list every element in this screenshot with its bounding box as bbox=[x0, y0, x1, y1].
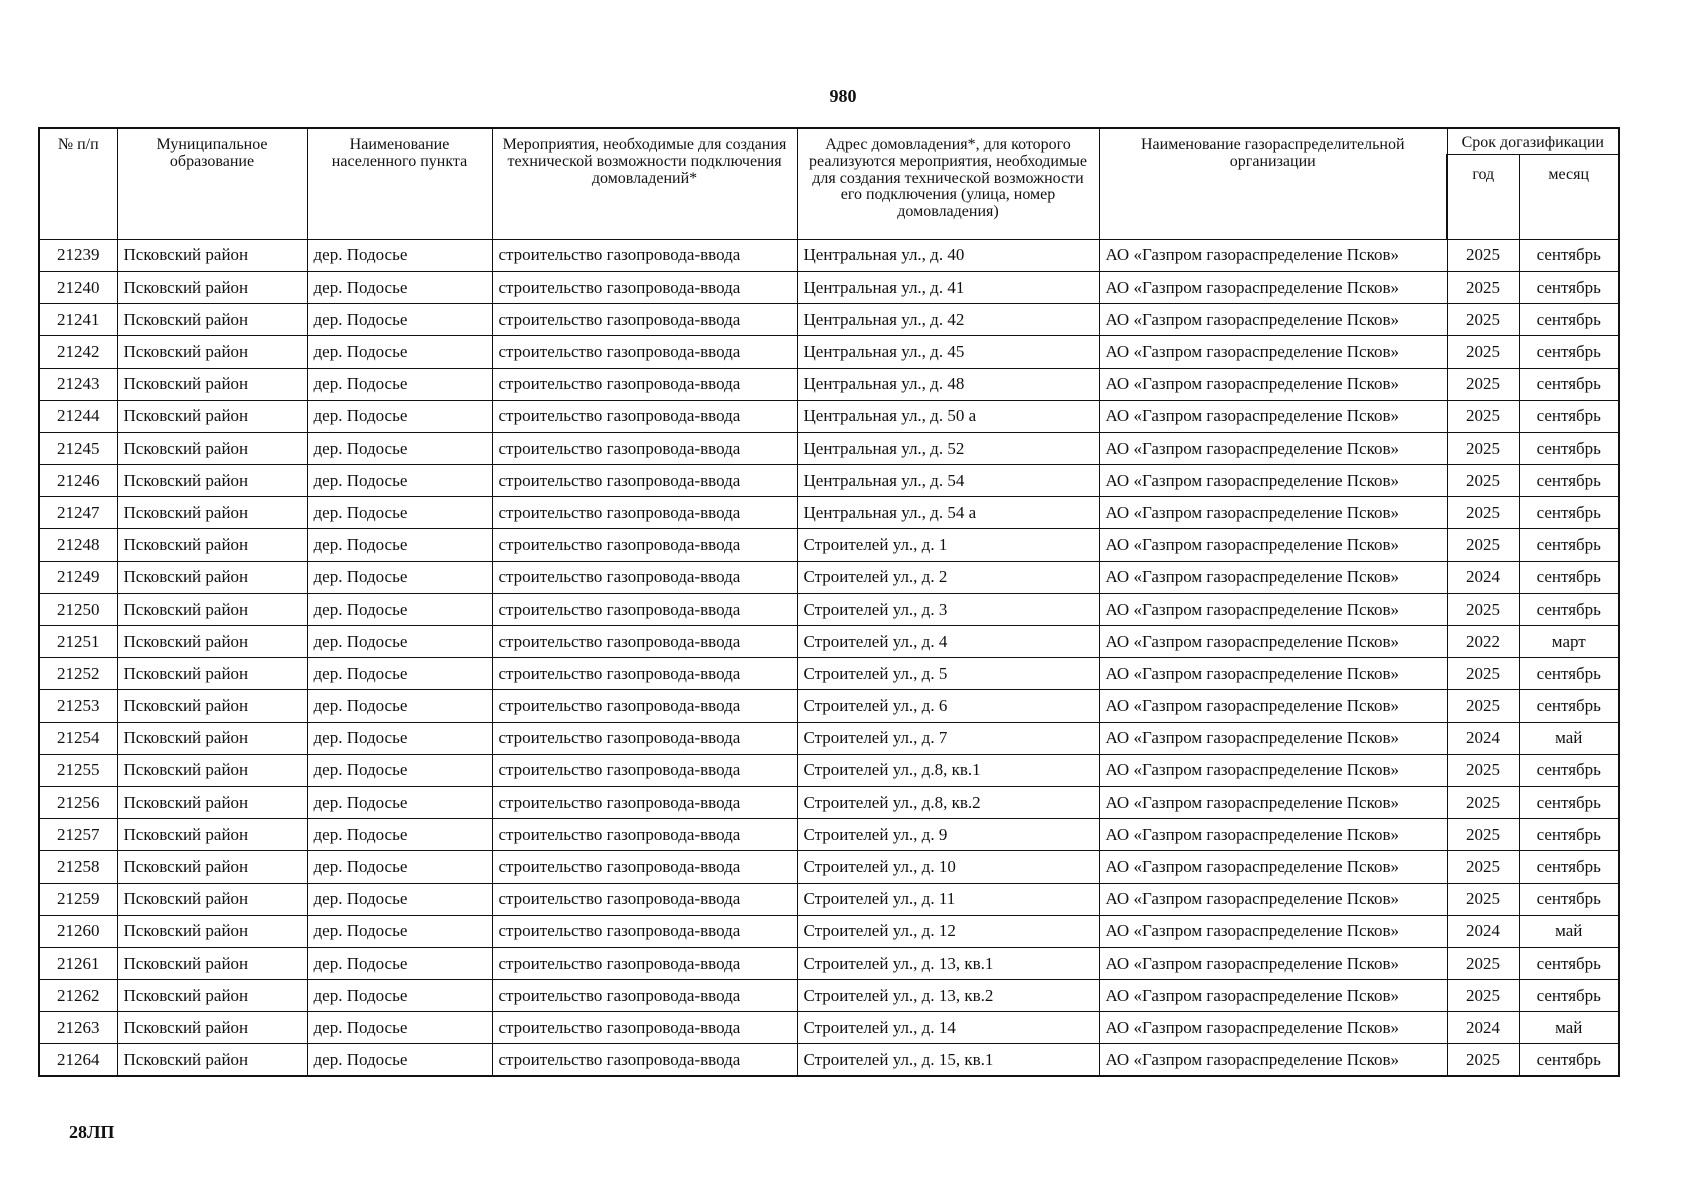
cell-organization: АО «Газпром газораспределение Псков» bbox=[1099, 368, 1447, 400]
cell-address: Центральная ул., д. 52 bbox=[797, 432, 1099, 464]
cell-organization: АО «Газпром газораспределение Псков» bbox=[1099, 304, 1447, 336]
cell-organization: АО «Газпром газораспределение Псков» bbox=[1099, 529, 1447, 561]
header-address: Адрес домовладения*, для которого реализуются мероприятия, необходимые для создания технической возможности его подключения (улица, номер домовладения) bbox=[797, 128, 1099, 239]
cell-month: сентябрь bbox=[1519, 690, 1619, 722]
cell-settlement: дер. Подосье bbox=[307, 754, 492, 786]
cell-year: 2025 bbox=[1447, 368, 1519, 400]
cell-year: 2025 bbox=[1447, 819, 1519, 851]
cell-num: 21259 bbox=[39, 883, 117, 915]
cell-num: 21240 bbox=[39, 271, 117, 303]
cell-address: Строителей ул., д. 1 bbox=[797, 529, 1099, 561]
cell-num: 21242 bbox=[39, 336, 117, 368]
cell-address: Строителей ул., д. 5 bbox=[797, 658, 1099, 690]
cell-address: Строителей ул., д. 14 bbox=[797, 1012, 1099, 1044]
cell-municipality: Псковский район bbox=[117, 497, 307, 529]
cell-month: сентябрь bbox=[1519, 239, 1619, 271]
cell-address: Центральная ул., д. 48 bbox=[797, 368, 1099, 400]
cell-measures: строительство газопровода-ввода bbox=[492, 529, 797, 561]
header-deadline: Срок догазификации bbox=[1447, 128, 1619, 154]
cell-organization: АО «Газпром газораспределение Псков» bbox=[1099, 239, 1447, 271]
cell-municipality: Псковский район bbox=[117, 593, 307, 625]
cell-organization: АО «Газпром газораспределение Псков» bbox=[1099, 851, 1447, 883]
cell-year: 2025 bbox=[1447, 980, 1519, 1012]
cell-settlement: дер. Подосье bbox=[307, 690, 492, 722]
cell-measures: строительство газопровода-ввода bbox=[492, 239, 797, 271]
cell-settlement: дер. Подосье bbox=[307, 561, 492, 593]
cell-municipality: Псковский район bbox=[117, 336, 307, 368]
cell-measures: строительство газопровода-ввода bbox=[492, 851, 797, 883]
cell-organization: АО «Газпром газораспределение Псков» bbox=[1099, 497, 1447, 529]
cell-month: сентябрь bbox=[1519, 1044, 1619, 1076]
cell-organization: АО «Газпром газораспределение Псков» bbox=[1099, 561, 1447, 593]
cell-municipality: Псковский район bbox=[117, 947, 307, 979]
cell-month: сентябрь bbox=[1519, 529, 1619, 561]
cell-municipality: Псковский район bbox=[117, 400, 307, 432]
cell-measures: строительство газопровода-ввода bbox=[492, 915, 797, 947]
cell-month: март bbox=[1519, 626, 1619, 658]
cell-year: 2025 bbox=[1447, 786, 1519, 818]
cell-year: 2025 bbox=[1447, 529, 1519, 561]
cell-municipality: Псковский район bbox=[117, 626, 307, 658]
cell-measures: строительство газопровода-ввода bbox=[492, 593, 797, 625]
table-row bbox=[39, 497, 1619, 529]
cell-municipality: Псковский район bbox=[117, 239, 307, 271]
cell-address: Строителей ул., д. 13, кв.2 bbox=[797, 980, 1099, 1012]
cell-year: 2025 bbox=[1447, 1044, 1519, 1076]
cell-num: 21249 bbox=[39, 561, 117, 593]
cell-num: 21263 bbox=[39, 1012, 117, 1044]
cell-municipality: Псковский район bbox=[117, 722, 307, 754]
cell-month: сентябрь bbox=[1519, 947, 1619, 979]
header-month: месяц bbox=[1519, 154, 1619, 239]
cell-address: Строителей ул., д.8, кв.1 bbox=[797, 754, 1099, 786]
cell-address: Строителей ул., д. 12 bbox=[797, 915, 1099, 947]
cell-settlement: дер. Подосье bbox=[307, 400, 492, 432]
cell-year: 2025 bbox=[1447, 658, 1519, 690]
cell-settlement: дер. Подосье bbox=[307, 304, 492, 336]
table-row bbox=[39, 304, 1619, 336]
cell-month: сентябрь bbox=[1519, 658, 1619, 690]
cell-settlement: дер. Подосье bbox=[307, 658, 492, 690]
cell-year: 2025 bbox=[1447, 271, 1519, 303]
cell-num: 21256 bbox=[39, 786, 117, 818]
cell-address: Центральная ул., д. 41 bbox=[797, 271, 1099, 303]
cell-year: 2024 bbox=[1447, 561, 1519, 593]
cell-address: Строителей ул., д. 13, кв.1 bbox=[797, 947, 1099, 979]
cell-settlement: дер. Подосье bbox=[307, 626, 492, 658]
cell-year: 2025 bbox=[1447, 400, 1519, 432]
cell-measures: строительство газопровода-ввода bbox=[492, 883, 797, 915]
cell-settlement: дер. Подосье bbox=[307, 851, 492, 883]
cell-settlement: дер. Подосье bbox=[307, 529, 492, 561]
table-row bbox=[39, 722, 1619, 754]
cell-organization: АО «Газпром газораспределение Псков» bbox=[1099, 754, 1447, 786]
cell-settlement: дер. Подосье bbox=[307, 497, 492, 529]
cell-year: 2025 bbox=[1447, 336, 1519, 368]
cell-num: 21261 bbox=[39, 947, 117, 979]
cell-year: 2024 bbox=[1447, 1012, 1519, 1044]
cell-measures: строительство газопровода-ввода bbox=[492, 786, 797, 818]
table-row bbox=[39, 432, 1619, 464]
cell-organization: АО «Газпром газораспределение Псков» bbox=[1099, 271, 1447, 303]
cell-settlement: дер. Подосье bbox=[307, 947, 492, 979]
cell-year: 2025 bbox=[1447, 465, 1519, 497]
cell-year: 2025 bbox=[1447, 497, 1519, 529]
cell-measures: строительство газопровода-ввода bbox=[492, 368, 797, 400]
cell-municipality: Псковский район bbox=[117, 819, 307, 851]
table-row bbox=[39, 980, 1619, 1012]
table-row bbox=[39, 690, 1619, 722]
cell-measures: строительство газопровода-ввода bbox=[492, 465, 797, 497]
table-row bbox=[39, 368, 1619, 400]
cell-measures: строительство газопровода-ввода bbox=[492, 947, 797, 979]
cell-month: сентябрь bbox=[1519, 593, 1619, 625]
cell-measures: строительство газопровода-ввода bbox=[492, 754, 797, 786]
cell-year: 2025 bbox=[1447, 883, 1519, 915]
table-row bbox=[39, 1012, 1619, 1044]
cell-measures: строительство газопровода-ввода bbox=[492, 432, 797, 464]
cell-num: 21260 bbox=[39, 915, 117, 947]
cell-month: сентябрь bbox=[1519, 883, 1619, 915]
cell-month: сентябрь bbox=[1519, 786, 1619, 818]
cell-settlement: дер. Подосье bbox=[307, 368, 492, 400]
table-row bbox=[39, 851, 1619, 883]
cell-month: сентябрь bbox=[1519, 851, 1619, 883]
cell-settlement: дер. Подосье bbox=[307, 432, 492, 464]
cell-month: май bbox=[1519, 1012, 1619, 1044]
cell-measures: строительство газопровода-ввода bbox=[492, 690, 797, 722]
cell-year: 2022 bbox=[1447, 626, 1519, 658]
cell-address: Строителей ул., д. 7 bbox=[797, 722, 1099, 754]
cell-municipality: Псковский район bbox=[117, 690, 307, 722]
header-settlement: Наименование населенного пункта bbox=[307, 128, 492, 239]
page-number: 980 bbox=[829, 86, 857, 106]
cell-num: 21245 bbox=[39, 432, 117, 464]
table-row bbox=[39, 883, 1619, 915]
cell-municipality: Псковский район bbox=[117, 304, 307, 336]
cell-month: сентябрь bbox=[1519, 561, 1619, 593]
cell-num: 21247 bbox=[39, 497, 117, 529]
cell-num: 21255 bbox=[39, 754, 117, 786]
cell-municipality: Псковский район bbox=[117, 271, 307, 303]
cell-measures: строительство газопровода-ввода bbox=[492, 561, 797, 593]
cell-month: сентябрь bbox=[1519, 400, 1619, 432]
cell-settlement: дер. Подосье bbox=[307, 722, 492, 754]
header-municipality: Муниципальное образование bbox=[117, 128, 307, 239]
cell-num: 21257 bbox=[39, 819, 117, 851]
cell-municipality: Псковский район bbox=[117, 915, 307, 947]
cell-settlement: дер. Подосье bbox=[307, 980, 492, 1012]
cell-settlement: дер. Подосье bbox=[307, 819, 492, 851]
table-row bbox=[39, 626, 1619, 658]
cell-organization: АО «Газпром газораспределение Псков» bbox=[1099, 400, 1447, 432]
cell-organization: АО «Газпром газораспределение Псков» bbox=[1099, 722, 1447, 754]
cell-num: 21250 bbox=[39, 593, 117, 625]
cell-address: Центральная ул., д. 54 bbox=[797, 465, 1099, 497]
cell-month: сентябрь bbox=[1519, 304, 1619, 336]
cell-settlement: дер. Подосье bbox=[307, 239, 492, 271]
cell-num: 21244 bbox=[39, 400, 117, 432]
cell-num: 21252 bbox=[39, 658, 117, 690]
cell-measures: строительство газопровода-ввода bbox=[492, 980, 797, 1012]
cell-settlement: дер. Подосье bbox=[307, 336, 492, 368]
cell-address: Строителей ул., д. 9 bbox=[797, 819, 1099, 851]
cell-address: Строителей ул., д. 15, кв.1 bbox=[797, 1044, 1099, 1076]
cell-month: сентябрь bbox=[1519, 465, 1619, 497]
cell-address: Строителей ул., д. 10 bbox=[797, 851, 1099, 883]
cell-municipality: Псковский район bbox=[117, 1044, 307, 1076]
cell-municipality: Псковский район bbox=[117, 980, 307, 1012]
cell-settlement: дер. Подосье bbox=[307, 465, 492, 497]
cell-year: 2024 bbox=[1447, 722, 1519, 754]
cell-month: май bbox=[1519, 722, 1619, 754]
cell-num: 21262 bbox=[39, 980, 117, 1012]
cell-num: 21251 bbox=[39, 626, 117, 658]
table-row bbox=[39, 465, 1619, 497]
cell-measures: строительство газопровода-ввода bbox=[492, 819, 797, 851]
cell-organization: АО «Газпром газораспределение Псков» bbox=[1099, 690, 1447, 722]
header-organization: Наименование газораспределительной организации bbox=[1099, 128, 1447, 239]
table-row bbox=[39, 1044, 1619, 1076]
cell-year: 2025 bbox=[1447, 593, 1519, 625]
cell-measures: строительство газопровода-ввода bbox=[492, 626, 797, 658]
cell-organization: АО «Газпром газораспределение Псков» bbox=[1099, 980, 1447, 1012]
cell-year: 2025 bbox=[1447, 432, 1519, 464]
cell-organization: АО «Газпром газораспределение Псков» bbox=[1099, 658, 1447, 690]
table-row bbox=[39, 529, 1619, 561]
cell-organization: АО «Газпром газораспределение Псков» bbox=[1099, 1012, 1447, 1044]
cell-address: Строителей ул., д. 2 bbox=[797, 561, 1099, 593]
header-row bbox=[39, 128, 1619, 154]
cell-num: 21264 bbox=[39, 1044, 117, 1076]
footer-code: 28ЛП bbox=[69, 1122, 115, 1142]
cell-organization: АО «Газпром газораспределение Псков» bbox=[1099, 1044, 1447, 1076]
cell-year: 2025 bbox=[1447, 851, 1519, 883]
cell-address: Строителей ул., д. 6 bbox=[797, 690, 1099, 722]
cell-month: сентябрь bbox=[1519, 497, 1619, 529]
table-row bbox=[39, 400, 1619, 432]
cell-address: Центральная ул., д. 45 bbox=[797, 336, 1099, 368]
cell-municipality: Псковский район bbox=[117, 465, 307, 497]
cell-organization: АО «Газпром газораспределение Псков» bbox=[1099, 626, 1447, 658]
cell-organization: АО «Газпром газораспределение Псков» bbox=[1099, 786, 1447, 818]
cell-organization: АО «Газпром газораспределение Псков» bbox=[1099, 465, 1447, 497]
cell-settlement: дер. Подосье bbox=[307, 883, 492, 915]
cell-municipality: Псковский район bbox=[117, 368, 307, 400]
cell-municipality: Псковский район bbox=[117, 1012, 307, 1044]
cell-organization: АО «Газпром газораспределение Псков» bbox=[1099, 947, 1447, 979]
cell-num: 21253 bbox=[39, 690, 117, 722]
cell-num: 21248 bbox=[39, 529, 117, 561]
cell-month: сентябрь bbox=[1519, 368, 1619, 400]
cell-num: 21239 bbox=[39, 239, 117, 271]
cell-address: Центральная ул., д. 42 bbox=[797, 304, 1099, 336]
table-row bbox=[39, 754, 1619, 786]
cell-year: 2025 bbox=[1447, 239, 1519, 271]
cell-month: май bbox=[1519, 915, 1619, 947]
cell-municipality: Псковский район bbox=[117, 658, 307, 690]
table-row bbox=[39, 239, 1619, 271]
cell-organization: АО «Газпром газораспределение Псков» bbox=[1099, 593, 1447, 625]
cell-measures: строительство газопровода-ввода bbox=[492, 400, 797, 432]
cell-measures: строительство газопровода-ввода bbox=[492, 1012, 797, 1044]
cell-municipality: Псковский район bbox=[117, 883, 307, 915]
cell-num: 21241 bbox=[39, 304, 117, 336]
cell-settlement: дер. Подосье bbox=[307, 786, 492, 818]
cell-organization: АО «Газпром газораспределение Псков» bbox=[1099, 819, 1447, 851]
gasification-table bbox=[38, 127, 1620, 1077]
cell-measures: строительство газопровода-ввода bbox=[492, 1044, 797, 1076]
cell-address: Строителей ул., д. 3 bbox=[797, 593, 1099, 625]
cell-year: 2025 bbox=[1447, 304, 1519, 336]
cell-measures: строительство газопровода-ввода bbox=[492, 497, 797, 529]
cell-settlement: дер. Подосье bbox=[307, 1012, 492, 1044]
cell-settlement: дер. Подосье bbox=[307, 271, 492, 303]
table-row bbox=[39, 915, 1619, 947]
cell-municipality: Псковский район bbox=[117, 529, 307, 561]
cell-municipality: Псковский район bbox=[117, 786, 307, 818]
cell-measures: строительство газопровода-ввода bbox=[492, 722, 797, 754]
header-measures: Мероприятия, необходимые для создания технической возможности подключения домовладений* bbox=[492, 128, 797, 239]
table-row bbox=[39, 593, 1619, 625]
cell-num: 21246 bbox=[39, 465, 117, 497]
table-row bbox=[39, 786, 1619, 818]
cell-year: 2025 bbox=[1447, 690, 1519, 722]
cell-address: Центральная ул., д. 40 bbox=[797, 239, 1099, 271]
cell-address: Строителей ул., д. 11 bbox=[797, 883, 1099, 915]
cell-address: Строителей ул., д. 4 bbox=[797, 626, 1099, 658]
cell-month: сентябрь bbox=[1519, 980, 1619, 1012]
cell-month: сентябрь bbox=[1519, 271, 1619, 303]
cell-year: 2024 bbox=[1447, 915, 1519, 947]
table-row bbox=[39, 336, 1619, 368]
cell-municipality: Псковский район bbox=[117, 561, 307, 593]
table-row bbox=[39, 819, 1619, 851]
cell-measures: строительство газопровода-ввода bbox=[492, 336, 797, 368]
table-row bbox=[39, 561, 1619, 593]
cell-month: сентябрь bbox=[1519, 432, 1619, 464]
cell-address: Центральная ул., д. 54 а bbox=[797, 497, 1099, 529]
cell-settlement: дер. Подосье bbox=[307, 915, 492, 947]
cell-organization: АО «Газпром газораспределение Псков» bbox=[1099, 336, 1447, 368]
header-num: № п/п bbox=[39, 128, 117, 239]
cell-month: сентябрь bbox=[1519, 754, 1619, 786]
header-year: год bbox=[1447, 154, 1519, 239]
cell-organization: АО «Газпром газораспределение Псков» bbox=[1099, 432, 1447, 464]
cell-month: сентябрь bbox=[1519, 819, 1619, 851]
cell-organization: АО «Газпром газораспределение Псков» bbox=[1099, 883, 1447, 915]
cell-address: Центральная ул., д. 50 а bbox=[797, 400, 1099, 432]
table-row bbox=[39, 658, 1619, 690]
cell-year: 2025 bbox=[1447, 754, 1519, 786]
cell-measures: строительство газопровода-ввода bbox=[492, 658, 797, 690]
cell-settlement: дер. Подосье bbox=[307, 1044, 492, 1076]
table-row bbox=[39, 271, 1619, 303]
cell-municipality: Псковский район bbox=[117, 432, 307, 464]
cell-num: 21258 bbox=[39, 851, 117, 883]
cell-municipality: Псковский район bbox=[117, 851, 307, 883]
cell-measures: строительство газопровода-ввода bbox=[492, 304, 797, 336]
cell-num: 21254 bbox=[39, 722, 117, 754]
cell-municipality: Псковский район bbox=[117, 754, 307, 786]
table-row bbox=[39, 947, 1619, 979]
cell-measures: строительство газопровода-ввода bbox=[492, 271, 797, 303]
cell-year: 2025 bbox=[1447, 947, 1519, 979]
cell-address: Строителей ул., д.8, кв.2 bbox=[797, 786, 1099, 818]
cell-organization: АО «Газпром газораспределение Псков» bbox=[1099, 915, 1447, 947]
cell-num: 21243 bbox=[39, 368, 117, 400]
cell-month: сентябрь bbox=[1519, 336, 1619, 368]
cell-settlement: дер. Подосье bbox=[307, 593, 492, 625]
